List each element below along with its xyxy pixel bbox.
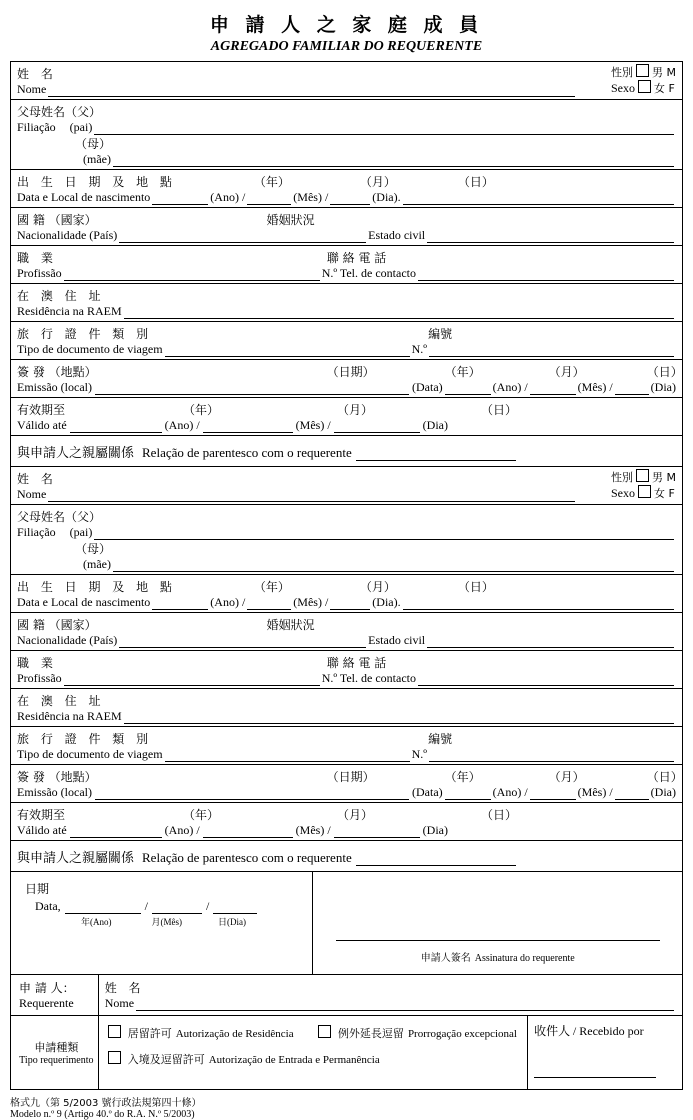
page-title-cn: 申 請 人 之 家 庭 成 員 xyxy=(209,14,484,36)
relation-label-cn-1: 與申請人之親屬關係 xyxy=(17,446,135,461)
issue-day-input-1[interactable] xyxy=(615,382,649,395)
mother-label-cn-1: （母） xyxy=(75,137,112,151)
request-options-cell xyxy=(98,1016,527,1089)
profession-label-pt-1: Profissão xyxy=(17,266,62,280)
issue-year-input-1[interactable] xyxy=(445,382,491,395)
receiver-label-pt: / Recebido por xyxy=(572,1024,644,1038)
birth-day-cn-2: （日） xyxy=(457,580,494,594)
name-label-cn-1: 姓 名 xyxy=(17,67,57,81)
birth-dia-1: (Dia). xyxy=(372,190,401,204)
valid-dia-2: (Dia) xyxy=(422,823,448,837)
applicant-label-cell xyxy=(11,975,98,1016)
residence-label-pt-1: Residência na RAEM xyxy=(17,304,122,318)
nationality-input-1[interactable] xyxy=(119,230,366,243)
tel-label-cn-2: 聯 絡 電 話 xyxy=(326,656,387,670)
residence-row-1 xyxy=(11,284,682,322)
sex-female-checkbox-1[interactable] xyxy=(638,80,651,93)
marital-label-pt-2: Estado civil xyxy=(368,633,426,647)
valid-mes-1: (Mês) / xyxy=(295,418,331,432)
birth-label-cn-2: 出 生 日 期 及 地 點 xyxy=(17,580,176,594)
birth-ano-1: (Ano) / xyxy=(210,190,246,204)
filiation-row-1 xyxy=(11,100,682,170)
valid-month-cn-1: （月） xyxy=(337,403,374,417)
tel-label-pt-2: N.º Tel. de contacto xyxy=(321,671,416,685)
residence-label-cn-2: 在 澳 住 址 xyxy=(17,694,105,708)
signature-label-pt: Assinatura do requerente xyxy=(474,953,575,964)
footer-pt: Modelo n.º 9 (Artigo 40.º do R.A. N.º 5/2003) xyxy=(10,1109,195,1120)
request-type-label-cn: 申請種類 xyxy=(34,1041,79,1054)
applicant-name-label-cn: 姓 名 xyxy=(104,981,145,995)
valid-row-2 xyxy=(11,803,682,841)
issue-label-cn-2: 簽 發 （地點） xyxy=(17,770,97,784)
receiver-cell xyxy=(528,1016,682,1089)
father-input-1[interactable] xyxy=(94,123,674,135)
mae-label-2: (mãe) xyxy=(83,557,111,571)
father-input-2[interactable] xyxy=(94,528,674,540)
parents-label-pt-1: Filiação xyxy=(17,120,56,134)
option-residence-label-pt: Autorização de Residência xyxy=(175,1028,294,1040)
birth-ano-2: (Ano) / xyxy=(210,595,246,609)
doc-input-1[interactable] xyxy=(165,344,410,357)
marital-label-cn-1: 婚姻狀況 xyxy=(266,213,315,227)
valid-mes-2: (Mês) / xyxy=(295,823,331,837)
birth-month-input-1[interactable] xyxy=(247,192,291,205)
valid-month-input-1[interactable] xyxy=(203,420,293,433)
doc-label-cn-2: 旅 行 證 件 類 別 xyxy=(17,732,153,746)
sex-label-cn-2: 性別 xyxy=(611,471,633,484)
filiation-row-2 xyxy=(11,505,682,575)
issue-data-pt-1: (Data) xyxy=(412,380,443,394)
valid-day-cn-1: （日） xyxy=(481,403,518,417)
issue-label-pt-2: Emissão (local) xyxy=(17,785,92,799)
sex-group-2 xyxy=(611,469,676,501)
valid-month-input-2[interactable] xyxy=(203,825,293,838)
issue-day-input-2[interactable] xyxy=(615,787,649,800)
issue-year-cn-2: （年） xyxy=(444,770,481,784)
signature-input[interactable] xyxy=(336,914,660,941)
valid-month-cn-2: （月） xyxy=(337,808,374,822)
issue-month-input-1[interactable] xyxy=(530,382,576,395)
issue-row-1 xyxy=(11,360,682,398)
docnum-label-cn-1: 編號 xyxy=(428,327,453,341)
issue-label-pt-1: Emissão (local) xyxy=(17,380,92,394)
birth-day-input-2[interactable] xyxy=(330,597,370,610)
family-member-section-1 xyxy=(11,62,682,467)
docnum-input-2[interactable] xyxy=(429,749,674,762)
marital-label-pt-1: Estado civil xyxy=(368,228,426,242)
issue-mes-2: (Mês) / xyxy=(577,785,613,799)
nationality-input-2[interactable] xyxy=(119,635,366,648)
option-entry-cell[interactable] xyxy=(103,1048,523,1070)
birth-dia-2: (Dia). xyxy=(372,595,401,609)
pai-label-1: (pai) xyxy=(69,120,93,134)
nationality-label-cn-1: 國 籍 （國家） xyxy=(17,213,97,227)
name-row-2 xyxy=(11,467,682,505)
applicant-name-input[interactable] xyxy=(136,999,674,1011)
name-row-1 xyxy=(11,62,682,100)
profession-input-1[interactable] xyxy=(64,268,320,281)
doc-label-pt-2: Tipo de documento de viagem xyxy=(17,747,163,761)
tel-label-pt-1: N.º Tel. de contacto xyxy=(321,266,416,280)
profession-row-1 xyxy=(11,246,682,284)
applicant-name-cell xyxy=(98,975,682,1016)
option-prorogation-label-pt: Prorrogação excepcional xyxy=(407,1028,517,1040)
profession-input-2[interactable] xyxy=(64,673,320,686)
birth-year-cn-1: （年） xyxy=(253,175,290,189)
issue-date-cn-2: （日期） xyxy=(326,770,375,784)
name-input-1[interactable] xyxy=(48,85,575,97)
issue-month-input-2[interactable] xyxy=(530,787,576,800)
name-label-pt-2: Nome xyxy=(17,487,47,501)
relation-input-1[interactable] xyxy=(356,448,516,461)
birth-place-input-1[interactable] xyxy=(403,193,674,205)
birth-month-cn-2: （月） xyxy=(359,580,396,594)
footer-cn: 格式九（第 5/2003 號行政法規第四十條） xyxy=(10,1098,202,1109)
birth-year-cn-2: （年） xyxy=(253,580,290,594)
date-day-label: 日(Dia) xyxy=(218,917,246,927)
doc-input-2[interactable] xyxy=(165,749,410,762)
doc-label-pt-1: Tipo de documento de viagem xyxy=(17,342,163,356)
prorogation-checkbox[interactable] xyxy=(318,1025,331,1038)
date-day-input[interactable] xyxy=(213,901,257,914)
issue-day-cn-2: （日） xyxy=(646,770,683,784)
name-label-cn-2: 姓 名 xyxy=(17,472,57,486)
issue-row-2 xyxy=(11,765,682,803)
birth-row-1 xyxy=(11,170,682,208)
issue-year-cn-1: （年） xyxy=(444,365,481,379)
valid-label-cn-1: 有效期至 xyxy=(17,403,66,417)
marital-input-1[interactable] xyxy=(427,230,674,243)
profession-label-pt-2: Profissão xyxy=(17,671,62,685)
mother-input-1[interactable] xyxy=(113,155,674,167)
applicant-name-label-pt: Nome xyxy=(104,996,135,1010)
issue-ano-1: (Ano) / xyxy=(492,380,528,394)
docnum-label-pt-1: N.º xyxy=(411,342,427,356)
parents-label-pt-2: Filiação xyxy=(17,525,56,539)
applicant-label-cn: 申 請 人： xyxy=(19,981,75,995)
valid-day-cn-2: （日） xyxy=(481,808,518,822)
date-label-cn: 日期 xyxy=(25,882,50,896)
issue-place-input-1[interactable] xyxy=(95,382,409,395)
valid-year-input-2[interactable] xyxy=(70,825,162,838)
birth-month-input-2[interactable] xyxy=(247,597,291,610)
relation-label-pt-1: Relação de parentesco com o requerente xyxy=(142,445,352,460)
tel-input-1[interactable] xyxy=(418,268,674,281)
applicant-label-pt: Requerente xyxy=(19,996,74,1010)
mother-input-2[interactable] xyxy=(113,560,674,572)
issue-ano-2: (Ano) / xyxy=(492,785,528,799)
valid-day-input-2[interactable] xyxy=(334,825,420,838)
valid-year-cn-1: （年） xyxy=(183,403,220,417)
birth-year-input-1[interactable] xyxy=(152,192,208,205)
valid-ano-1: (Ano) / xyxy=(164,418,200,432)
issue-month-cn-1: （月） xyxy=(548,365,585,379)
birth-year-input-2[interactable] xyxy=(152,597,208,610)
doc-label-cn-1: 旅 行 證 件 類 別 xyxy=(17,327,153,341)
travel-doc-row-1 xyxy=(11,322,682,360)
sex-female-checkbox-2[interactable] xyxy=(638,485,651,498)
parents-label-cn-2: 父母姓名（父） xyxy=(17,510,102,524)
sex-label-cn-1: 性別 xyxy=(611,66,633,79)
name-input-2[interactable] xyxy=(48,490,575,502)
residence-label-pt-2: Residência na RAEM xyxy=(17,709,122,723)
issue-date-cn-1: （日期） xyxy=(326,365,375,379)
valid-label-cn-2: 有效期至 xyxy=(17,808,66,822)
form-footer xyxy=(10,1094,683,1120)
signature-label-cn: 申請人簽名 xyxy=(420,953,471,964)
date-year-label: 年(Ano) xyxy=(81,917,112,927)
sex-label-pt-1: Sexo xyxy=(611,81,635,95)
date-month-input[interactable] xyxy=(152,901,202,914)
sex-female-label-2: 女 F xyxy=(654,487,675,500)
tel-input-2[interactable] xyxy=(418,673,674,686)
docnum-label-pt-2: N.º xyxy=(411,747,427,761)
birth-label-cn-1: 出 生 日 期 及 地 點 xyxy=(17,175,176,189)
date-month-label: 月(Mês) xyxy=(151,917,182,927)
date-year-input[interactable] xyxy=(65,901,141,914)
family-member-section-2 xyxy=(11,467,682,872)
entry-permanence-checkbox[interactable] xyxy=(108,1051,121,1064)
nationality-row-2 xyxy=(11,613,682,651)
page-title-pt: AGREGADO FAMILIAR DO REQUERENTE xyxy=(210,39,483,54)
signature-cell[interactable] xyxy=(313,872,682,975)
valid-ano-2: (Ano) / xyxy=(164,823,200,837)
nationality-label-pt-1: Nacionalidade (País) xyxy=(17,228,118,242)
valid-label-pt-1: Válido até xyxy=(17,418,67,432)
issue-day-cn-1: （日） xyxy=(646,365,683,379)
valid-year-cn-2: （年） xyxy=(183,808,220,822)
mother-label-cn-2: （母） xyxy=(75,542,112,556)
birth-mes-1: (Mês) / xyxy=(293,190,329,204)
option-prorogation-label-cn: 例外延長逗留 xyxy=(337,1027,404,1040)
issue-mes-1: (Mês) / xyxy=(577,380,613,394)
sex-label-pt-2: Sexo xyxy=(611,486,635,500)
parents-label-cn-1: 父母姓名（父） xyxy=(17,105,102,119)
relation-row-2 xyxy=(11,841,682,872)
relation-label-cn-2: 與申請人之親屬關係 xyxy=(17,851,135,866)
option-residence-label-cn: 居留許可 xyxy=(127,1027,172,1040)
sex-female-label-1: 女 F xyxy=(654,82,675,95)
issue-dia-1: (Dia) xyxy=(650,380,676,394)
tel-label-cn-1: 聯 絡 電 話 xyxy=(326,251,387,265)
profession-label-cn-2: 職 業 xyxy=(17,656,57,670)
applicant-block xyxy=(11,975,682,1016)
marital-label-cn-2: 婚姻狀況 xyxy=(266,618,315,632)
pai-label-2: (pai) xyxy=(69,525,93,539)
profession-row-2 xyxy=(11,651,682,689)
nationality-label-pt-2: Nacionalidade (País) xyxy=(17,633,118,647)
issue-place-input-2[interactable] xyxy=(95,787,409,800)
receiver-input[interactable] xyxy=(534,1065,656,1078)
sex-male-checkbox-1[interactable] xyxy=(636,64,649,77)
issue-month-cn-2: （月） xyxy=(548,770,585,784)
valid-row-1 xyxy=(11,398,682,436)
receiver-label-cn: 收件人 xyxy=(534,1024,571,1038)
valid-label-pt-2: Válido até xyxy=(17,823,67,837)
residence-checkbox[interactable] xyxy=(108,1025,121,1038)
birth-day-cn-1: （日） xyxy=(457,175,494,189)
residence-input-1[interactable] xyxy=(124,307,674,319)
marital-input-2[interactable] xyxy=(427,635,674,648)
valid-year-input-1[interactable] xyxy=(70,420,162,433)
docnum-label-cn-2: 編號 xyxy=(428,732,453,746)
date-cell: 日期 Data, / / 年(Ano) 月(Mês) 日(Dia) xyxy=(11,872,313,975)
birth-label-pt-1: Data e Local de nascimento xyxy=(17,190,151,204)
name-label-pt-1: Nome xyxy=(17,82,47,96)
request-type-block xyxy=(11,1016,682,1089)
option-prorogation-cell[interactable] xyxy=(313,1022,523,1048)
relation-label-pt-2: Relação de parentesco com o requerente xyxy=(142,850,352,865)
sex-male-label-2: 男 M xyxy=(652,471,676,484)
option-entry-label-pt: Autorização de Entrada e Permanência xyxy=(208,1054,380,1066)
date-label-pt: Data, xyxy=(35,899,61,913)
birth-day-input-1[interactable] xyxy=(330,192,370,205)
residence-label-cn-1: 在 澳 住 址 xyxy=(17,289,105,303)
nationality-label-cn-2: 國 籍 （國家） xyxy=(17,618,97,632)
birth-month-cn-1: （月） xyxy=(359,175,396,189)
issue-data-pt-2: (Data) xyxy=(412,785,443,799)
nationality-row-1 xyxy=(11,208,682,246)
travel-doc-row-2 xyxy=(11,727,682,765)
birth-mes-2: (Mês) / xyxy=(293,595,329,609)
residence-row-2 xyxy=(11,689,682,727)
residence-input-2[interactable] xyxy=(124,712,674,724)
valid-day-input-1[interactable] xyxy=(334,420,420,433)
birth-label-pt-2: Data e Local de nascimento xyxy=(17,595,151,609)
docnum-input-1[interactable] xyxy=(429,344,674,357)
birth-row-2 xyxy=(11,575,682,613)
option-entry-label-cn: 入境及逗留許可 xyxy=(127,1053,205,1066)
mae-label-1: (mãe) xyxy=(83,152,111,166)
issue-dia-2: (Dia) xyxy=(650,785,676,799)
issue-label-cn-1: 簽 發 （地點） xyxy=(17,365,97,379)
relation-input-2[interactable] xyxy=(356,853,516,866)
date-signature-block xyxy=(11,872,682,975)
form-frame xyxy=(10,61,683,1090)
relation-row-1 xyxy=(11,436,682,467)
request-type-label-cell xyxy=(11,1016,98,1089)
valid-dia-1: (Dia) xyxy=(422,418,448,432)
profession-label-cn-1: 職 業 xyxy=(17,251,57,265)
sex-male-label-1: 男 M xyxy=(652,66,676,79)
request-type-label-pt: Tipo requerimento xyxy=(19,1055,94,1066)
birth-place-input-2[interactable] xyxy=(403,598,674,610)
sex-group-1 xyxy=(611,64,676,96)
option-residence-cell[interactable] xyxy=(103,1022,313,1048)
issue-year-input-2[interactable] xyxy=(445,787,491,800)
sex-male-checkbox-2[interactable] xyxy=(636,469,649,482)
